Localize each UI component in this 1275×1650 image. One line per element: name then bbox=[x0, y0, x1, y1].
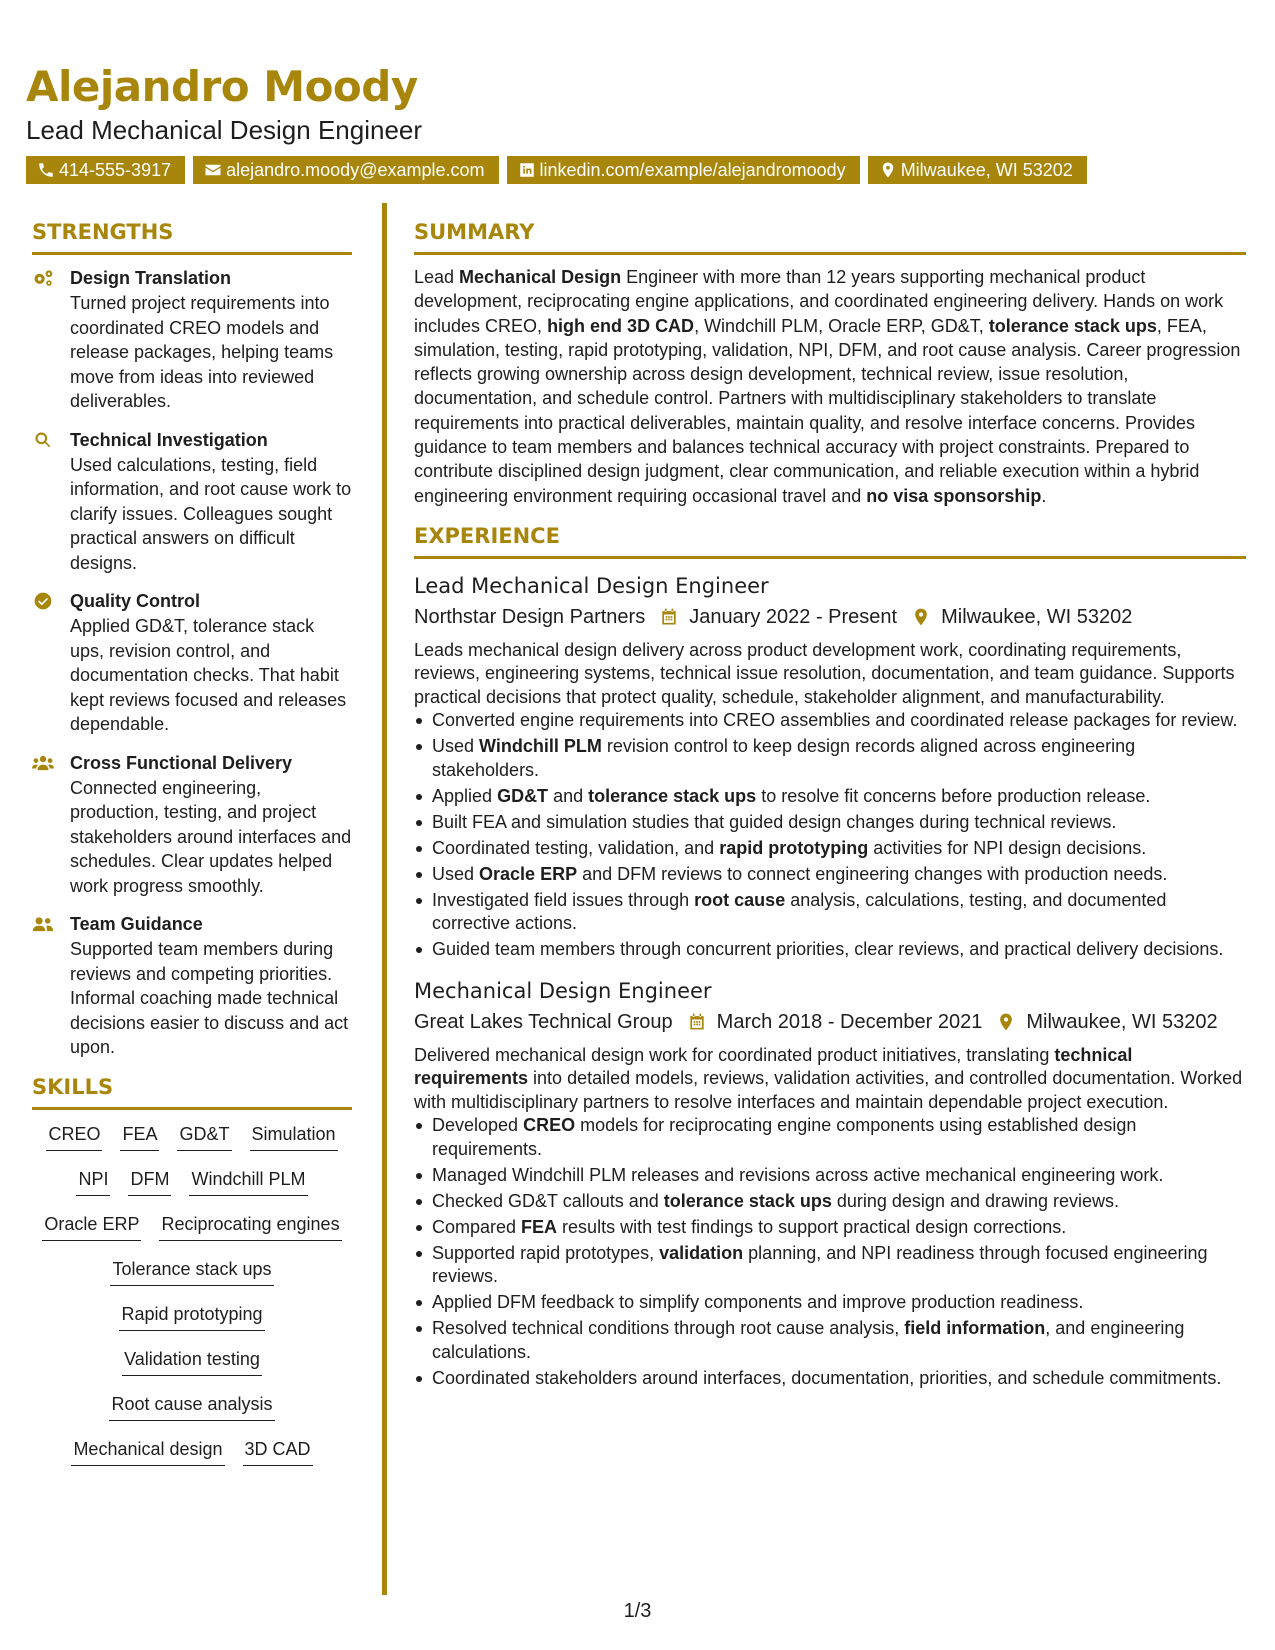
job-company: Great Lakes Technical Group bbox=[414, 1010, 673, 1033]
job-bullets bbox=[414, 709, 1246, 962]
strengths-heading: STRENGTHS bbox=[32, 218, 352, 255]
skill-tag: CREO bbox=[46, 1122, 102, 1151]
text-segment: Used bbox=[432, 736, 480, 757]
skill-tag: Root cause analysis bbox=[109, 1392, 274, 1421]
contact-location-text: Milwaukee, WI 53202 bbox=[900, 159, 1073, 180]
bullet-item bbox=[414, 938, 1246, 962]
job-title: Mechanical Design Engineer bbox=[414, 978, 712, 1003]
text-segment: models for reciprocating engine components using established design requirements. bbox=[432, 1115, 1137, 1159]
strength-desc: Turned project requirements into coordinated CREO models and release packages, helping teams move from ideas into reviewed deliverables. bbox=[70, 293, 334, 411]
contact-phone[interactable] bbox=[26, 156, 185, 184]
bold-text: Mechanical Design bbox=[459, 267, 622, 287]
job-description bbox=[414, 1044, 1246, 1115]
skill-row bbox=[32, 1167, 352, 1212]
skill-tag: Rapid prototyping bbox=[119, 1302, 264, 1331]
text-segment: during design and drawing reviews. bbox=[831, 1190, 1120, 1211]
job-dates: March 2018 - December 2021 bbox=[716, 1010, 983, 1033]
job-title: Lead Mechanical Design Engineer bbox=[414, 573, 769, 598]
strength-desc: Used calculations, testing, field information, and root cause work to clarify issues. Colleagues sought practical answers on difficult designs. bbox=[70, 454, 352, 573]
bullet-item bbox=[414, 709, 1246, 733]
text-segment: Guided team members through concurrent priorities, clear reviews, and practical delivery decisions. bbox=[432, 939, 1224, 960]
bullet-item bbox=[414, 1317, 1246, 1364]
text-segment: and DFM reviews to connect engineering changes with production needs. bbox=[577, 863, 1168, 884]
strength-title: Design Translation bbox=[70, 268, 232, 288]
text-segment: Compared bbox=[432, 1216, 522, 1237]
location-pin-icon bbox=[911, 607, 931, 627]
skill-tag: Oracle ERP bbox=[42, 1212, 141, 1241]
text-segment: analysis, calculations, testing, and documented corrective actions. bbox=[432, 889, 1167, 934]
users-icon bbox=[32, 753, 54, 773]
bullet-item bbox=[414, 785, 1246, 809]
skills-section bbox=[32, 1073, 352, 1482]
strength-item bbox=[32, 265, 352, 414]
bold-text: rapid prototyping bbox=[719, 837, 869, 858]
skill-row bbox=[32, 1392, 352, 1437]
skill-tag: Tolerance stack ups bbox=[110, 1257, 273, 1286]
text-segment: revision control to keep design records aligned across engineering stakeholders. bbox=[432, 736, 1136, 780]
text-segment: . bbox=[1041, 485, 1047, 506]
contact-bar bbox=[26, 156, 1246, 184]
bold-text: FEA bbox=[521, 1216, 558, 1237]
text-segment: results with test findings to support practical design corrections. bbox=[557, 1216, 1067, 1237]
check-circle-icon bbox=[32, 591, 54, 611]
bullet-item bbox=[414, 1291, 1246, 1315]
contact-email-text: alejandro.moody@example.com bbox=[226, 159, 485, 180]
text-segment: Supported rapid prototypes, bbox=[432, 1242, 660, 1263]
bold-text: tolerance stack ups bbox=[988, 315, 1157, 336]
skill-tag: DFM bbox=[128, 1167, 171, 1196]
location-pin-icon bbox=[996, 1012, 1016, 1032]
bullet-item bbox=[414, 735, 1246, 782]
bullet-item bbox=[414, 1164, 1246, 1188]
job-location: Milwaukee, WI 53202 bbox=[941, 605, 1133, 628]
bold-text: no visa sponsorship bbox=[866, 485, 1042, 506]
contact-linkedin-text: linkedin.com/example/alejandromoody bbox=[539, 159, 846, 180]
linkedin-icon bbox=[518, 161, 536, 179]
strength-desc: Applied GD&T, tolerance stack ups, revision control, and documentation checks. That habit kept reviews focused and releases dependable. bbox=[70, 616, 347, 734]
bold-text: Windchill PLM bbox=[479, 736, 602, 757]
job-meta bbox=[414, 603, 1246, 631]
skill-row bbox=[32, 1257, 352, 1302]
strength-title: Technical Investigation bbox=[70, 429, 268, 450]
text-segment: , FEA, simulation, testing, rapid prototyping, validation, NPI, DFM, and root cause analysis. Career progression reflects growing ownership across design development, technical review, issue resolution, documentation, and schedule control. Partners with multidisciplinary stakeholders to translate requirements into practical deliverables, maintain quality, and resolve interface concerns. Provides guidance to team members and balances technical accuracy with project constraints. Prepared to contribute disciplined design judgment, clear communication, and reliable execution within a hybrid engineering environment requiring occasional travel and bbox=[414, 315, 1241, 506]
skill-tag: GD&T bbox=[177, 1122, 231, 1151]
text-segment: , Windchill PLM, Oracle ERP, GD&T, bbox=[694, 315, 989, 336]
skill-row bbox=[32, 1212, 352, 1257]
skill-tag: Simulation bbox=[250, 1122, 338, 1151]
text-segment: into detailed models, reviews, validation activities, and controlled documentation. Worked with multidisciplinary partners to resolve interfaces and maintain dependable project execution. bbox=[414, 1068, 1243, 1112]
contact-location[interactable] bbox=[868, 156, 1087, 184]
bold-text: technical requirements bbox=[414, 1044, 1133, 1089]
resume-header bbox=[26, 62, 1246, 184]
bold-text: tolerance stack ups bbox=[588, 785, 757, 806]
bullet-item bbox=[414, 811, 1246, 835]
job-entry bbox=[414, 976, 1246, 1391]
text-segment: Built FEA and simulation studies that guided design changes during technical reviews. bbox=[432, 811, 1117, 832]
strength-title: Quality Control bbox=[70, 591, 200, 611]
text-segment: Investigated field issues through bbox=[432, 889, 695, 910]
text-segment: planning, and NPI readiness through focused engineering reviews. bbox=[432, 1242, 1208, 1287]
job-location: Milwaukee, WI 53202 bbox=[1026, 1010, 1218, 1033]
strength-item bbox=[32, 427, 352, 576]
experience-heading: EXPERIENCE bbox=[414, 522, 1246, 559]
job-description bbox=[414, 639, 1246, 710]
candidate-name: Alejandro Moody bbox=[26, 62, 418, 111]
bold-text: root cause bbox=[694, 889, 786, 910]
skill-row bbox=[32, 1347, 352, 1392]
location-pin-icon bbox=[879, 161, 897, 179]
search-icon bbox=[32, 430, 54, 450]
calendar-icon bbox=[659, 607, 679, 627]
bold-text: high end 3D CAD bbox=[547, 315, 695, 336]
skill-row bbox=[32, 1302, 352, 1347]
bullet-item bbox=[414, 889, 1246, 936]
text-segment: Coordinated stakeholders around interfaces, documentation, priorities, and schedule commitments. bbox=[432, 1367, 1222, 1388]
phone-icon bbox=[37, 161, 55, 179]
skill-tag: Windchill PLM bbox=[189, 1167, 307, 1196]
strength-desc: Supported team members during reviews and competing priorities. Informal coaching made technical decisions easier to discuss and act upon. bbox=[70, 939, 349, 1057]
text-segment: Used bbox=[432, 863, 480, 884]
text-segment: Applied DFM feedback to simplify components and improve production readiness. bbox=[432, 1292, 1084, 1313]
job-company: Northstar Design Partners bbox=[414, 605, 646, 628]
gears-icon bbox=[32, 268, 54, 288]
bullet-item bbox=[414, 863, 1246, 887]
skill-row bbox=[32, 1437, 352, 1482]
page-number: 1/3 bbox=[623, 1600, 652, 1622]
bold-text: CREO bbox=[523, 1115, 576, 1136]
bullet-item bbox=[414, 837, 1246, 861]
right-column bbox=[414, 218, 1246, 1393]
skill-tag: Validation testing bbox=[122, 1347, 262, 1376]
text-segment: Resolved technical conditions through root cause analysis, bbox=[432, 1318, 905, 1339]
skill-row bbox=[32, 1122, 352, 1167]
bullet-item bbox=[414, 1367, 1246, 1391]
skills-list bbox=[32, 1122, 352, 1482]
candidate-title: Lead Mechanical Design Engineer bbox=[26, 115, 423, 145]
text-segment: Applied bbox=[432, 785, 498, 806]
skills-heading: SKILLS bbox=[32, 1073, 352, 1110]
text-segment: Developed bbox=[432, 1115, 524, 1136]
job-bullets bbox=[414, 1114, 1246, 1390]
user-group-icon bbox=[32, 914, 54, 934]
text-segment: Lead bbox=[414, 267, 460, 287]
text-segment: Delivered mechanical design work for coordinated product initiatives, translating bbox=[414, 1044, 1055, 1065]
strength-title: Cross Functional Delivery bbox=[70, 752, 293, 773]
strength-item bbox=[32, 588, 352, 737]
text-segment: to resolve fit concerns before production release. bbox=[756, 785, 1151, 806]
contact-email[interactable] bbox=[193, 156, 498, 184]
text-segment: activities for NPI design decisions. bbox=[868, 837, 1147, 858]
bullet-item bbox=[414, 1114, 1246, 1161]
skill-tag: NPI bbox=[76, 1167, 110, 1196]
bold-text: tolerance stack ups bbox=[663, 1190, 832, 1211]
summary-text bbox=[414, 265, 1246, 508]
skill-tag: 3D CAD bbox=[243, 1437, 313, 1466]
job-meta bbox=[414, 1008, 1246, 1036]
text-segment: Converted engine requirements into CREO assemblies and coordinated release packages for review. bbox=[432, 710, 1238, 731]
text-segment: Managed Windchill PLM releases and revisions across active mechanical engineering work. bbox=[432, 1164, 1164, 1185]
bold-text: field information bbox=[904, 1318, 1046, 1339]
strength-title: Team Guidance bbox=[70, 914, 203, 934]
text-segment: Coordinated testing, validation, and bbox=[432, 837, 720, 858]
left-column bbox=[32, 218, 352, 1482]
bold-text: GD&T bbox=[497, 785, 549, 806]
bullet-item bbox=[414, 1190, 1246, 1214]
text-segment: Checked GD&T callouts and bbox=[432, 1190, 664, 1211]
bold-text: validation bbox=[659, 1242, 744, 1263]
strength-item bbox=[32, 911, 352, 1060]
summary-heading: SUMMARY bbox=[414, 218, 1246, 255]
job-dates: January 2022 - Present bbox=[689, 605, 898, 628]
skill-tag: Mechanical design bbox=[71, 1437, 224, 1466]
column-divider bbox=[382, 203, 387, 1595]
job-entry bbox=[414, 571, 1246, 962]
contact-linkedin[interactable] bbox=[507, 156, 860, 184]
text-segment: and bbox=[548, 785, 589, 806]
text-segment: Engineer with more than 12 years supporting mechanical product development, reciprocating engine applications, and coordinated engineering delivery. Hands on work includes CREO, bbox=[414, 267, 1224, 336]
strength-desc: Connected engineering, production, testing, and project stakeholders around interfaces and schedules. Clear updates helped work progress smoothly. bbox=[70, 777, 352, 896]
strength-item bbox=[32, 750, 352, 899]
strengths-list bbox=[32, 265, 352, 1060]
bullet-item bbox=[414, 1216, 1246, 1240]
skill-tag: Reciprocating engines bbox=[159, 1212, 341, 1241]
bullet-item bbox=[414, 1242, 1246, 1289]
contact-phone-text: 414-555-3917 bbox=[59, 159, 172, 180]
envelope-icon bbox=[204, 161, 222, 179]
skill-tag: FEA bbox=[120, 1122, 159, 1151]
bold-text: Oracle ERP bbox=[479, 863, 578, 884]
text-segment: , and engineering calculations. bbox=[432, 1318, 1185, 1362]
text-segment: Leads mechanical design delivery across product development work, coordinating requirements, reviews, engineering systems, technical issue resolution, documentation, and team guidance. Supports practical decisions that protect quality, schedule, stakeholder alignment, and manufacturability. bbox=[414, 639, 1235, 707]
calendar-icon bbox=[687, 1012, 707, 1032]
